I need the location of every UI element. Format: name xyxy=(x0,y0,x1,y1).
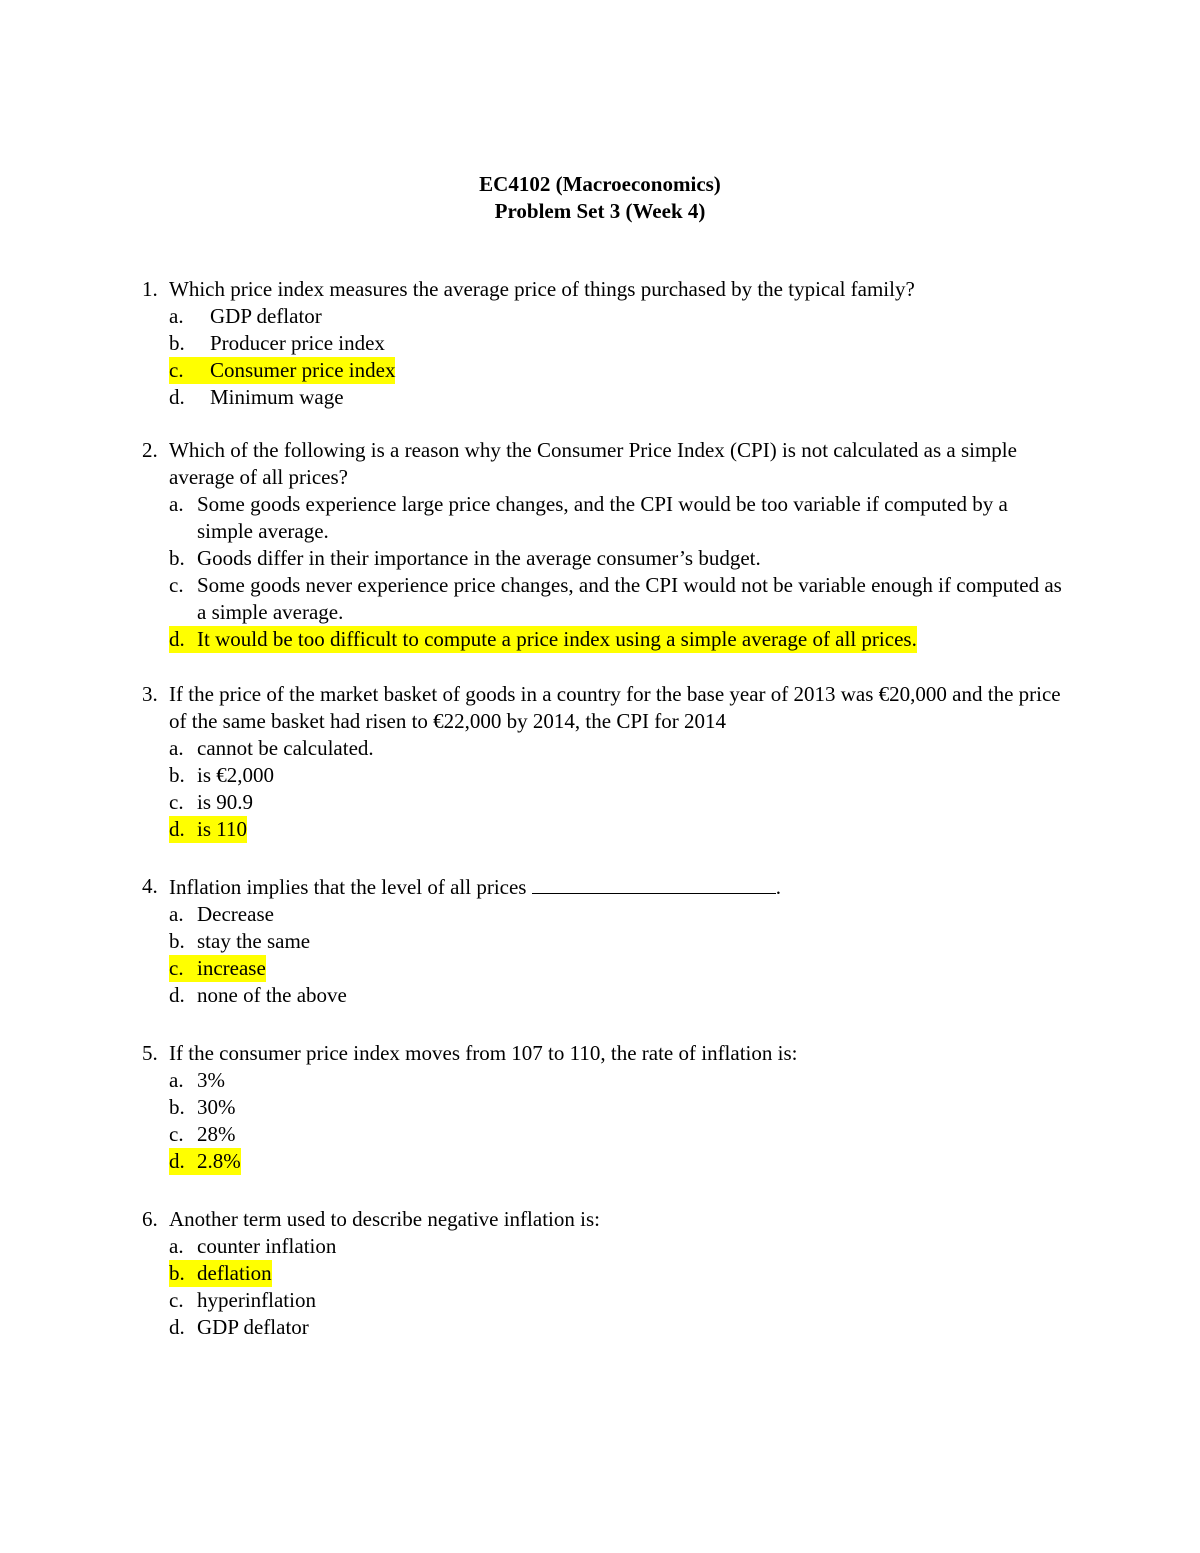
option-b: b. stay the same xyxy=(169,929,311,953)
option-c: c. is 90.9 xyxy=(169,790,254,814)
option-a: a. GDP deflator xyxy=(169,304,322,328)
option-c: c. hyperinflation xyxy=(169,1288,316,1312)
problem-set-title: Problem Set 3 (Week 4) xyxy=(494,199,706,223)
question-6 xyxy=(142,1206,1062,1341)
question-1 xyxy=(142,276,1062,411)
option-d: d. none of the above xyxy=(169,983,347,1007)
option-d: d. GDP deflator xyxy=(169,1315,309,1339)
question-text: Which price index measures the average price of things purchased by the typical family? xyxy=(169,277,915,301)
course-title: EC4102 (Macroeconomics) xyxy=(479,172,721,196)
question-number: 6. xyxy=(142,1207,158,1231)
question-text: Which of the following is a reason why the Consumer Price Index (CPI) is not calculated as a simple average of all prices? xyxy=(169,438,1017,489)
option-c: c. 28% xyxy=(169,1122,236,1146)
fill-in-blank xyxy=(532,873,776,894)
option-a: a. cannot be calculated. xyxy=(169,736,374,760)
option-d: d. Minimum wage xyxy=(169,385,344,409)
option-a: a. Some goods experience large price changes, and the CPI would be too variable if computed by a simple average. xyxy=(169,492,1008,543)
option-d-answer: d. is 110 xyxy=(169,817,247,841)
question-text: Inflation implies that the level of all prices . xyxy=(169,875,781,899)
option-b-answer: b. deflation xyxy=(169,1261,272,1285)
question-text: If the price of the market basket of goods in a country for the base year of 2013 was €20,000 and the price of the same basket had risen to €22,000 by 2014, the CPI for 2014 xyxy=(169,682,1061,733)
options-list xyxy=(169,735,1062,843)
option-c: c. Some goods never experience price changes, and the CPI would not be variable enough if computed as a simple average. xyxy=(169,573,1062,624)
options-list xyxy=(169,1233,1062,1341)
options-list xyxy=(169,303,1062,411)
question-number: 3. xyxy=(142,682,158,706)
question-number: 5. xyxy=(142,1041,158,1065)
options-list xyxy=(169,491,1062,653)
option-b: b. Goods differ in their importance in the average consumer’s budget. xyxy=(169,546,761,570)
option-a: a. counter inflation xyxy=(169,1234,337,1258)
question-text: Another term used to describe negative inflation is: xyxy=(169,1207,600,1231)
question-number: 2. xyxy=(142,438,158,462)
option-a: a. 3% xyxy=(169,1068,225,1092)
options-list xyxy=(169,1067,1062,1175)
option-d-answer: d. It would be too difficult to compute a price index using a simple average of all prices. xyxy=(169,627,917,651)
option-c-answer: c. increase xyxy=(169,956,266,980)
question-number: 1. xyxy=(142,277,158,301)
question-4 xyxy=(142,873,1062,1009)
option-d-answer: d. 2.8% xyxy=(169,1149,241,1173)
question-3 xyxy=(142,681,1062,843)
question-2 xyxy=(142,437,1062,653)
option-b: b. 30% xyxy=(169,1095,236,1119)
option-c-answer: c. Consumer price index xyxy=(169,358,396,382)
option-b: b. is €2,000 xyxy=(169,763,275,787)
options-list xyxy=(169,901,1062,1009)
question-5 xyxy=(142,1040,1062,1175)
question-number: 4. xyxy=(142,874,158,898)
option-a: a. Decrease xyxy=(169,902,274,926)
question-text: If the consumer price index moves from 107 to 110, the rate of inflation is: xyxy=(169,1041,798,1065)
option-b: b. Producer price index xyxy=(169,331,385,355)
